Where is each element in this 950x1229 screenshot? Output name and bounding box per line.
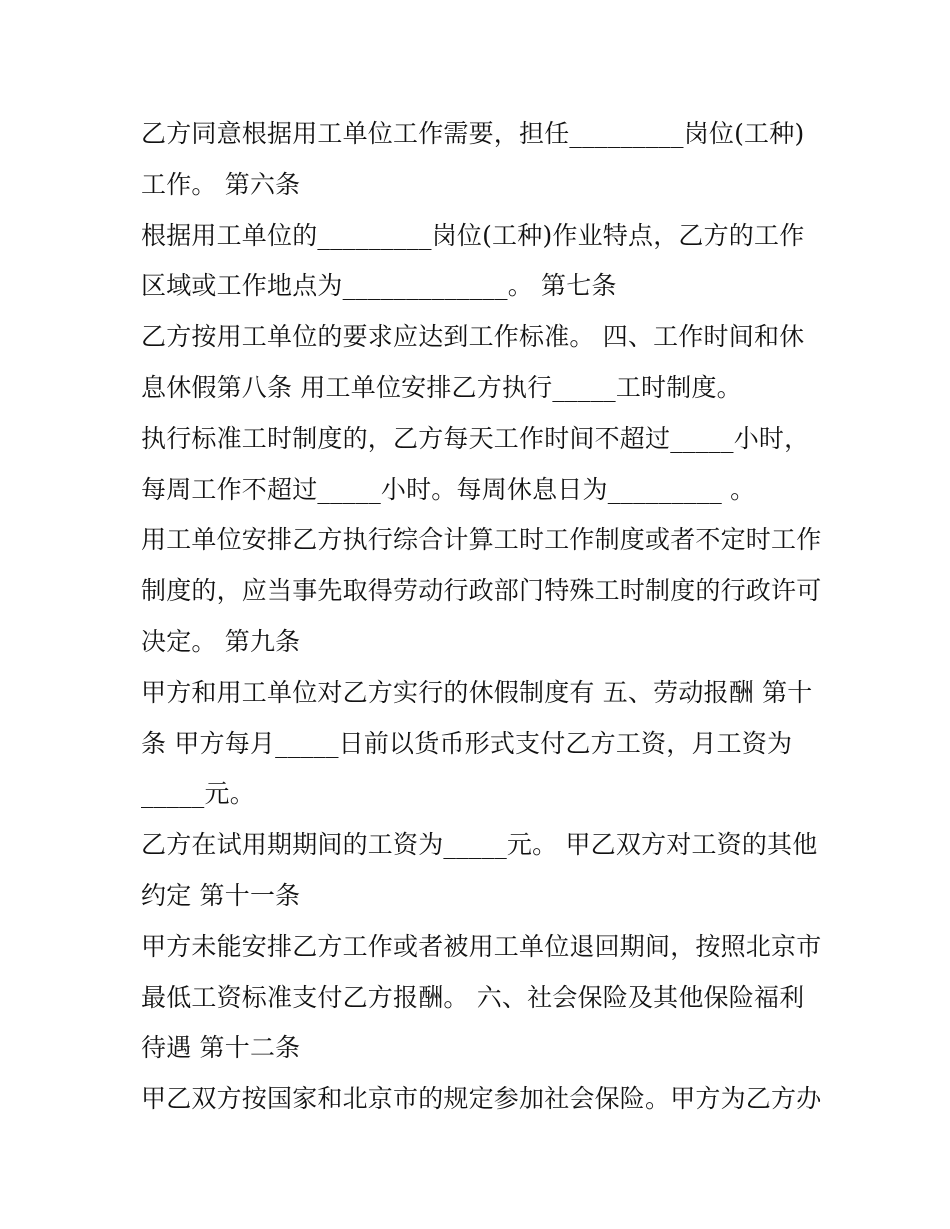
text-line: 决定。 第九条: [141, 626, 301, 656]
text-line: 乙方按用工单位的要求应达到工作标准。 四、工作时间和休: [141, 322, 805, 352]
text-line: 乙方同意根据用工单位工作需要，担任_________岗位(工种): [141, 119, 805, 148]
text-line: 工作。 第六条: [141, 169, 301, 199]
text-line: 息休假第八条 用工单位安排乙方执行_____工时制度。: [141, 372, 742, 402]
text-line: 根据用工单位的_________岗位(工种)作业特点，乙方的工作: [141, 220, 805, 250]
text-line: 最低工资标准支付乙方报酬。 六、社会保险及其他保险福利: [141, 982, 805, 1012]
text-line: _____元。: [141, 779, 255, 809]
text-line: 执行标准工时制度的，乙方每天工作时间不超过_____小时，: [141, 423, 810, 453]
text-line: 用工单位安排乙方执行综合计算工时工作制度或者不定时工作: [141, 525, 822, 555]
text-line: 条 甲方每月_____日前以货币形式支付乙方工资，月工资为: [141, 728, 793, 758]
text-line: 乙方在试用期期间的工资为_____元。 甲乙双方对工资的其他: [141, 830, 818, 860]
text-line: 待遇 第十二条: [141, 1033, 301, 1063]
text-line: 甲方和用工单位对乙方实行的休假制度有 五、劳动报酬 第十: [141, 677, 813, 707]
document-body: [141, 109, 831, 1125]
text-line: 制度的，应当事先取得劳动行政部门特殊工时制度的行政许可: [141, 576, 822, 606]
text-line: 区域或工作地点为_____________。 第七条: [141, 271, 617, 301]
text-line: 约定 第十一条: [141, 880, 301, 910]
text-line: 甲乙双方按国家和北京市的规定参加社会保险。甲方为乙方办: [141, 1084, 822, 1114]
text-line: 每周工作不超过_____小时。每周休息日为_________ 。: [141, 474, 756, 504]
text-line: 甲方未能安排乙方工作或者被用工单位退回期间，按照北京市: [141, 931, 822, 961]
